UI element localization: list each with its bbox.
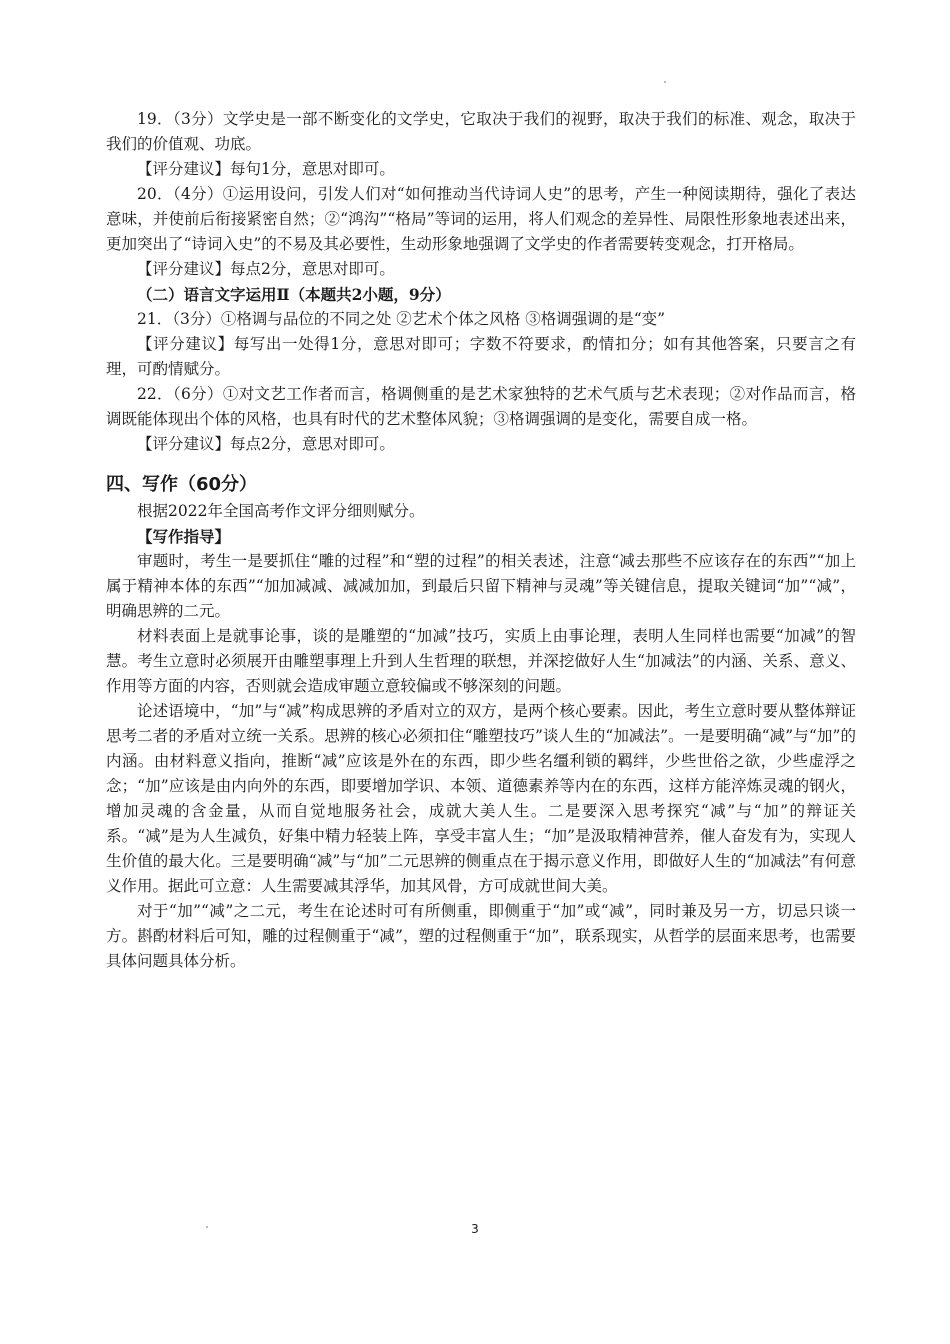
writing-paragraph: 论述语境中，“加”与“减”构成思辨的矛盾对立的双方，是两个核心要素。因此，考生立意时要从整体辩证思考二者的矛盾对立统一关系。思辨的核心必须扣住“雕塑技巧”谈人生的“加减法”。一是要明确“减”与“加”的内涵。由材料意义指向，推断“减”应该是外在的东西，即少些名缰利锁的羁绊，少些世俗之欲，少些虚浮之念；“加”应该是由内向外的东西，即要增加学识、本领、道德素养等内在的东西，这样方能淬炼灵魂的钢火，增加灵魂的含金量，从而自觉地服务社会，成就大美人生。二是要深入思考探究“减”与“加”的辩证关系。“减”是为人生减负，好集中精力轻装上阵，享受丰富人生；“加”是汲取精神营养，催人奋发有为，实现人生价值的最大化。三是要明确“减”与“加”二元思辨的侧重点在于揭示意义作用，即做好人生的“加减法”有何意义作用。据此可立意：人生需要减其浮华，加其风骨，方可成就世间大美。 bbox=[106, 702, 856, 895]
writing-section-title: 四、写作（60分） bbox=[106, 474, 258, 495]
scoring-note-20: 【评分建议】每点2分，意思对即可。 bbox=[137, 260, 395, 278]
scoring-note-21: 【评分建议】每写出一处得1分，意思对即可；字数不符要求，酌情扣分；如有其他答案，只要言之有理，可酌情赋分。 bbox=[106, 335, 856, 378]
writing-paragraph: 材料表面上是就事论事，谈的是雕塑的“加减”技巧，实质上由事论理，表明人生同样也需要“加减”的智慧。考生立意时必须展开由雕塑事理上升到人生哲理的联想，并深挖做好人生“加减法”的内涵、关系、意义、作用等方面的内容，否则就会造成审题立意较偏或不够深刻的问题。 bbox=[106, 627, 856, 695]
answer-21: 21．（3分）①格调与品位的不同之处 ②艺术个体之风格 ③格调强调的是“变” bbox=[137, 310, 666, 328]
page-content bbox=[106, 107, 856, 974]
writing-paragraph: 对于“加”“减”之二元，考生在论述时可有所侧重，即侧重于“加”或“减”，同时兼及另一方，切忌只谈一方。斟酌材料后可知，雕的过程侧重于“减”，塑的过程侧重于“加”，联系现实，从哲学的层面来思考，也需要具体问题具体分析。 bbox=[106, 902, 856, 970]
writing-paragraph: 审题时，考生一是要抓住“雕的过程”和“塑的过程”的相关表述，注意“减去那些不应该存在的东西”“加上属于精神本体的东西”“加加减减、减减加加，到最后只留下精神与灵魂”等关键信息，提取关键词“加”“减”，明确思辨的二元。 bbox=[106, 552, 856, 620]
writing-guide-label: 【写作指导】 bbox=[137, 527, 231, 546]
answer-22: 22．（6分）①对文艺工作者而言，格调侧重的是艺术家独特的艺术气质与艺术表现；②对作品而言，格调既能体现出个体的风格，也具有时代的艺术整体风貌；③格调强调的是变化，需要自成一格。 bbox=[106, 385, 856, 428]
scoring-note-22: 【评分建议】每点2分，意思对即可。 bbox=[137, 435, 395, 453]
answer-20: 20．（4分）①运用设问，引发人们对“如何推动当代诗词人史”的思考，产生一种阅读期待，强化了表达意味，并使前后衔接紧密自然；②“鸿沟”“格局”等词的运用，将人们观念的差异性、局限性形象地表述出来，更加突出了“诗词入史”的不易及其必要性，生动形象地强调了文学史的作者需要转变观念，打开格局。 bbox=[106, 185, 856, 253]
scoring-note-19: 【评分建议】每句1分，意思对即可。 bbox=[137, 160, 395, 178]
scan-dot bbox=[664, 81, 666, 83]
answer-19: 19．（3分）文学史是一部不断变化的文学史，它取决于我们的视野，取决于我们的标准、观念，取决于我们的价值观、功底。 bbox=[106, 110, 856, 153]
section-heading-language-use: （二）语言文字运用Ⅱ（本题共2小题，9分） bbox=[137, 285, 451, 304]
page-number: 3 bbox=[471, 1222, 479, 1236]
writing-intro: 根据2022年全国高考作文评分细则赋分。 bbox=[137, 502, 425, 520]
